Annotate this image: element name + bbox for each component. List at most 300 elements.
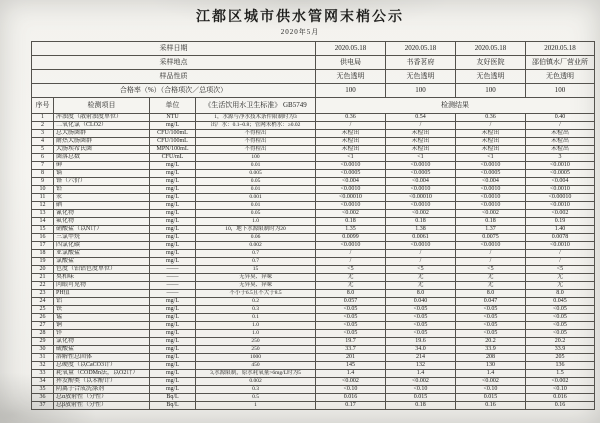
- info-row: [32, 56, 595, 70]
- result-value: 无: [316, 274, 386, 282]
- unit: CFU/100mL: [150, 130, 196, 138]
- info-row-value: 100: [316, 84, 386, 98]
- row-number: 20: [32, 266, 54, 274]
- result-value: 无: [456, 274, 526, 282]
- table-row: [32, 394, 595, 402]
- table-row: [32, 322, 595, 330]
- result-value: 19.6: [386, 338, 456, 346]
- column-header-standard: 《生活饮用水卫生标准》 GB5749: [196, 98, 316, 114]
- column-header-row: [32, 98, 595, 114]
- row-number: 33: [32, 370, 54, 378]
- info-row-label: 样品性质: [32, 70, 316, 84]
- result-value: 0.36: [456, 114, 526, 122]
- row-number: 24: [32, 298, 54, 306]
- info-row-label: 采样日期: [32, 42, 316, 56]
- item-name: 氯化物: [54, 338, 150, 346]
- result-value: <0.0010: [526, 186, 595, 194]
- unit: mg/L: [150, 226, 196, 234]
- result-value: <0.00010: [386, 194, 456, 202]
- row-number: 4: [32, 138, 54, 146]
- result-value: 无: [386, 274, 456, 282]
- result-value: /: [316, 122, 386, 130]
- unit: NTU: [150, 114, 196, 122]
- info-row-value: 供电局: [316, 56, 386, 70]
- table-row: [32, 314, 595, 322]
- unit: MPN/100mL: [150, 146, 196, 154]
- row-number: 2: [32, 122, 54, 130]
- result-value: /: [526, 250, 595, 258]
- standard-limit: 0.01: [196, 162, 316, 170]
- result-value: <0.10: [316, 386, 386, 394]
- result-value: <5: [316, 266, 386, 274]
- standard-limit: 15: [196, 266, 316, 274]
- standard-limit: 0.7: [196, 250, 316, 258]
- row-number: 15: [32, 226, 54, 234]
- result-value: 8.0: [456, 290, 526, 298]
- item-name: 总α放射性（分性）: [54, 394, 150, 402]
- result-value: 未检出: [386, 138, 456, 146]
- result-value: 0.057: [316, 298, 386, 306]
- standard-limit: 0.002: [196, 378, 316, 386]
- info-row-value: 2020.05.18: [456, 42, 526, 56]
- table-row: [32, 130, 595, 138]
- unit: ——: [150, 282, 196, 290]
- row-number: 10: [32, 186, 54, 194]
- table-row: [32, 282, 595, 290]
- result-value: /: [386, 258, 456, 266]
- result-value: <0.004: [456, 178, 526, 186]
- row-number: 32: [32, 362, 54, 370]
- result-value: 0.18: [456, 218, 526, 226]
- result-value: 34.0: [386, 346, 456, 354]
- unit: mg/L: [150, 346, 196, 354]
- row-number: 13: [32, 210, 54, 218]
- standard-limit: 无异臭、异味: [196, 282, 316, 290]
- result-value: 208: [456, 354, 526, 362]
- result-value: <0.0010: [526, 202, 595, 210]
- unit: CFU/mL: [150, 154, 196, 162]
- result-value: 1.40: [526, 226, 595, 234]
- item-name: 锌: [54, 330, 150, 338]
- result-value: 33.7: [316, 346, 386, 354]
- info-row-value: 100: [526, 84, 595, 98]
- result-value: 1.35: [316, 226, 386, 234]
- item-name: 硒: [54, 202, 150, 210]
- result-value: 0.0078: [526, 234, 595, 242]
- unit: mg/L: [150, 194, 196, 202]
- row-number: 22: [32, 282, 54, 290]
- result-value: 未检出: [456, 138, 526, 146]
- table-row: [32, 170, 595, 178]
- result-value: 0.015: [456, 394, 526, 402]
- table-row: [32, 274, 595, 282]
- result-value: /: [456, 258, 526, 266]
- result-value: 1.4: [316, 370, 386, 378]
- result-value: 8.0: [386, 290, 456, 298]
- standard-limit: 不得检出: [196, 138, 316, 146]
- row-number: 31: [32, 354, 54, 362]
- result-value: <0.00010: [316, 194, 386, 202]
- unit: mg/L: [150, 186, 196, 194]
- result-value: <0.05: [316, 330, 386, 338]
- table-row: [32, 154, 595, 162]
- table-row: [32, 162, 595, 170]
- row-number: 11: [32, 194, 54, 202]
- result-value: 130: [456, 362, 526, 370]
- result-value: 1.4: [456, 370, 526, 378]
- result-value: 未检出: [316, 146, 386, 154]
- item-name: 色度（铂钴色度单位）: [54, 266, 150, 274]
- info-row-value: 2020.05.18: [526, 42, 595, 56]
- result-value: /: [316, 250, 386, 258]
- result-value: <1: [316, 154, 386, 162]
- unit: mg/L: [150, 250, 196, 258]
- result-value: <0.10: [386, 386, 456, 394]
- result-value: <0.05: [526, 322, 595, 330]
- unit: ——: [150, 274, 196, 282]
- unit: Bq/L: [150, 394, 196, 402]
- result-value: <0.05: [526, 314, 595, 322]
- result-value: 19.7: [316, 338, 386, 346]
- row-number: 6: [32, 154, 54, 162]
- result-value: 0.016: [316, 394, 386, 402]
- result-value: <5: [456, 266, 526, 274]
- result-value: <0.05: [316, 322, 386, 330]
- standard-limit: 1: [196, 402, 316, 410]
- item-name: 硫酸盐: [54, 346, 150, 354]
- standard-limit: 100: [196, 154, 316, 162]
- item-name: 菌落总数: [54, 154, 150, 162]
- result-value: 无: [386, 282, 456, 290]
- result-value: 0.0099: [316, 234, 386, 242]
- page-title: 江都区城市供水管网末梢公示: [196, 10, 404, 25]
- item-name: 臭和味: [54, 274, 150, 282]
- table-row: [32, 258, 595, 266]
- info-row-value: 无色透明: [386, 70, 456, 84]
- result-value: <0.10: [526, 386, 595, 394]
- result-value: 无: [526, 282, 595, 290]
- row-number: 23: [32, 290, 54, 298]
- item-name: 铁: [54, 306, 150, 314]
- column-header-unit: 单位: [150, 98, 196, 114]
- result-value: <0.0010: [316, 186, 386, 194]
- unit: mg/L: [150, 210, 196, 218]
- result-value: <0.0010: [386, 202, 456, 210]
- unit: ——: [150, 290, 196, 298]
- table-row: [32, 402, 595, 410]
- result-value: <0.0010: [456, 186, 526, 194]
- standard-limit: 0.005: [196, 170, 316, 178]
- result-value: <0.004: [526, 178, 595, 186]
- result-value: <1: [456, 154, 526, 162]
- unit: mg/L: [150, 178, 196, 186]
- unit: mg/L: [150, 242, 196, 250]
- result-value: 0.040: [386, 298, 456, 306]
- unit: mg/L: [150, 162, 196, 170]
- result-value: <0.05: [456, 314, 526, 322]
- result-value: /: [526, 122, 595, 130]
- result-value: 201: [316, 354, 386, 362]
- result-value: <0.0005: [526, 170, 595, 178]
- result-value: <0.002: [456, 378, 526, 386]
- row-number: 36: [32, 394, 54, 402]
- unit: mg/L: [150, 322, 196, 330]
- standard-limit: 3,水源限制，原水耗氧量>6mg/L时为5: [196, 370, 316, 378]
- item-name: 铝: [54, 298, 150, 306]
- result-value: <0.0005: [316, 170, 386, 178]
- result-value: 未检出: [526, 146, 595, 154]
- row-number: 18: [32, 250, 54, 258]
- result-value: <0.0010: [456, 194, 526, 202]
- item-name: 锰: [54, 314, 150, 322]
- result-value: /: [386, 122, 456, 130]
- table-row: [32, 242, 595, 250]
- unit: CFU/100mL: [150, 138, 196, 146]
- result-value: <0.004: [316, 178, 386, 186]
- standard-limit: 0.3: [196, 306, 316, 314]
- result-value: 1.5: [526, 370, 595, 378]
- unit: ——: [150, 266, 196, 274]
- result-value: <0.0010: [456, 242, 526, 250]
- row-number: 5: [32, 146, 54, 154]
- info-row-label: 采样地点: [32, 56, 316, 70]
- row-number: 29: [32, 338, 54, 346]
- table-row: [32, 178, 595, 186]
- result-value: 1.37: [456, 226, 526, 234]
- item-name: 肉眼可见物: [54, 282, 150, 290]
- result-value: <0.0010: [526, 242, 595, 250]
- result-value: <5: [526, 266, 595, 274]
- row-number: 8: [32, 170, 54, 178]
- result-value: 无: [316, 282, 386, 290]
- result-value: 未检出: [386, 146, 456, 154]
- row-number: 1: [32, 114, 54, 122]
- table-row: [32, 210, 595, 218]
- standard-limit: 1.0: [196, 218, 316, 226]
- result-value: 0.015: [386, 394, 456, 402]
- water-quality-table: [31, 41, 595, 410]
- info-row-value: 100: [386, 84, 456, 98]
- unit: mg/L: [150, 170, 196, 178]
- result-value: 8.0: [526, 290, 595, 298]
- info-row-value: 无色透明: [456, 70, 526, 84]
- result-value: 1.4: [386, 370, 456, 378]
- standard-limit: 0.5: [196, 394, 316, 402]
- table-row: [32, 378, 595, 386]
- item-name: 氟化物: [54, 218, 150, 226]
- info-row-value: 2020.05.18: [386, 42, 456, 56]
- result-value: <5: [386, 266, 456, 274]
- unit: mg/L: [150, 354, 196, 362]
- info-row-value: 友好医院: [456, 56, 526, 70]
- result-value: <0.004: [386, 178, 456, 186]
- item-name: 总β放射性（分性）: [54, 402, 150, 410]
- standard-limit: 无异臭、异味: [196, 274, 316, 282]
- result-value: 0.016: [526, 394, 595, 402]
- item-name: 汞: [54, 194, 150, 202]
- standard-limit: 1，水源与净水技术条件限制时为3: [196, 114, 316, 122]
- info-row: [32, 42, 595, 56]
- row-number: 37: [32, 402, 54, 410]
- result-value: /: [386, 250, 456, 258]
- result-value: 0.047: [456, 298, 526, 306]
- result-value: <0.0010: [456, 162, 526, 170]
- result-value: <0.002: [526, 378, 595, 386]
- standard-limit: 250: [196, 338, 316, 346]
- row-number: 34: [32, 378, 54, 386]
- result-value: <0.002: [386, 378, 456, 386]
- standard-limit: 0.1: [196, 314, 316, 322]
- item-name: 铅: [54, 186, 150, 194]
- standard-limit: 0.3: [196, 386, 316, 394]
- table-row: [32, 306, 595, 314]
- table-row: [32, 298, 595, 306]
- result-value: 0.18: [386, 402, 456, 410]
- table-row: [32, 362, 595, 370]
- item-name: 铜: [54, 322, 150, 330]
- result-value: 无: [456, 282, 526, 290]
- result-value: <0.002: [316, 378, 386, 386]
- result-value: <0.05: [386, 330, 456, 338]
- item-name: 总大肠菌群: [54, 130, 150, 138]
- result-value: <0.05: [456, 330, 526, 338]
- result-value: <0.0005: [386, 170, 456, 178]
- table-row: [32, 250, 595, 258]
- table-row: [32, 194, 595, 202]
- row-number: 26: [32, 314, 54, 322]
- row-number: 35: [32, 386, 54, 394]
- info-row-label: 合格率（%）（合格项次／总项次）: [32, 84, 316, 98]
- result-value: 205: [526, 354, 595, 362]
- standard-limit: 1.0: [196, 330, 316, 338]
- result-value: 1.38: [386, 226, 456, 234]
- standard-limit: 0.001: [196, 194, 316, 202]
- result-value: <0.0005: [456, 170, 526, 178]
- result-value: 0.17: [316, 402, 386, 410]
- result-value: 3: [526, 154, 595, 162]
- result-value: <0.002: [526, 210, 595, 218]
- result-value: <0.05: [316, 306, 386, 314]
- unit: mg/L: [150, 370, 196, 378]
- standard-limit: 0.05: [196, 178, 316, 186]
- table-row: [32, 226, 595, 234]
- item-name: 三氯甲烷: [54, 234, 150, 242]
- result-value: <0.0010: [526, 162, 595, 170]
- unit: mg/L: [150, 218, 196, 226]
- result-value: <0.002: [386, 210, 456, 218]
- row-number: 19: [32, 258, 54, 266]
- column-header-item: 检测项目: [54, 98, 150, 114]
- page-subtitle: 2020年5月: [280, 28, 320, 36]
- result-value: 8.0: [316, 290, 386, 298]
- row-number: 9: [32, 178, 54, 186]
- result-value: 0.19: [526, 218, 595, 226]
- result-value: 未检出: [316, 138, 386, 146]
- result-value: <0.05: [316, 314, 386, 322]
- unit: mg/L: [150, 258, 196, 266]
- unit: mg/L: [150, 330, 196, 338]
- table-row: [32, 138, 595, 146]
- standard-limit: 1000: [196, 354, 316, 362]
- row-number: 14: [32, 218, 54, 226]
- item-name: 硝酸盐（以N计）: [54, 226, 150, 234]
- row-number: 30: [32, 346, 54, 354]
- result-value: 33.9: [526, 346, 595, 354]
- result-value: 0.16: [456, 402, 526, 410]
- standard-limit: 450: [196, 362, 316, 370]
- result-value: <0.05: [386, 322, 456, 330]
- item-name: 铬（六价）: [54, 178, 150, 186]
- result-value: <0.05: [456, 306, 526, 314]
- result-value: 0.045: [526, 298, 595, 306]
- result-value: 20.2: [526, 338, 595, 346]
- unit: mg/L: [150, 202, 196, 210]
- table-row: [32, 354, 595, 362]
- unit: mg/L: [150, 362, 196, 370]
- info-row-value: 无色透明: [526, 70, 595, 84]
- result-value: 0.18: [316, 218, 386, 226]
- result-value: 0.36: [316, 114, 386, 122]
- result-value: <0.002: [316, 210, 386, 218]
- item-name: 总硬度（以CaCO3计）: [54, 362, 150, 370]
- table-row: [32, 202, 595, 210]
- info-row-value: 2020.05.18: [316, 42, 386, 56]
- column-header-no: 序号: [32, 98, 54, 114]
- row-number: 7: [32, 162, 54, 170]
- info-row: [32, 84, 595, 98]
- result-value: <0.05: [386, 314, 456, 322]
- result-value: /: [316, 258, 386, 266]
- result-value: <0.0010: [456, 202, 526, 210]
- info-row: [32, 70, 595, 84]
- item-name: 大肠埃希氏菌: [54, 146, 150, 154]
- item-name: 砷: [54, 162, 150, 170]
- table-row: [32, 218, 595, 226]
- item-name: 氰化物: [54, 210, 150, 218]
- result-value: 未检出: [316, 130, 386, 138]
- result-value: /: [526, 258, 595, 266]
- result-value: <0.0010: [386, 186, 456, 194]
- table-row: [32, 146, 595, 154]
- table-row: [32, 234, 595, 242]
- info-row-value: 邵伯镇水厂营业所: [526, 56, 595, 70]
- row-number: 12: [32, 202, 54, 210]
- row-number: 17: [32, 242, 54, 250]
- standard-limit: 不得检出: [196, 146, 316, 154]
- result-value: <0.05: [526, 306, 595, 314]
- standard-limit: 0.002: [196, 242, 316, 250]
- result-value: 20.2: [456, 338, 526, 346]
- item-name: 耗氧量（CODMn法，以O2计）: [54, 370, 150, 378]
- result-value: <0.05: [526, 330, 595, 338]
- result-value: 0.54: [386, 114, 456, 122]
- result-value: 214: [386, 354, 456, 362]
- table-row: [32, 386, 595, 394]
- table-row: [32, 266, 595, 274]
- standard-limit: 0.7: [196, 258, 316, 266]
- result-value: <1: [386, 154, 456, 162]
- row-number: 28: [32, 330, 54, 338]
- result-value: <0.0010: [316, 202, 386, 210]
- standard-limit: 0.01: [196, 202, 316, 210]
- row-number: 27: [32, 322, 54, 330]
- item-name: 阴离子合成洗涤剂: [54, 386, 150, 394]
- result-value: 145: [316, 362, 386, 370]
- result-value: <0.0010: [386, 242, 456, 250]
- result-value: <0.05: [386, 306, 456, 314]
- unit: mg/L: [150, 338, 196, 346]
- standard-limit: 1.0: [196, 322, 316, 330]
